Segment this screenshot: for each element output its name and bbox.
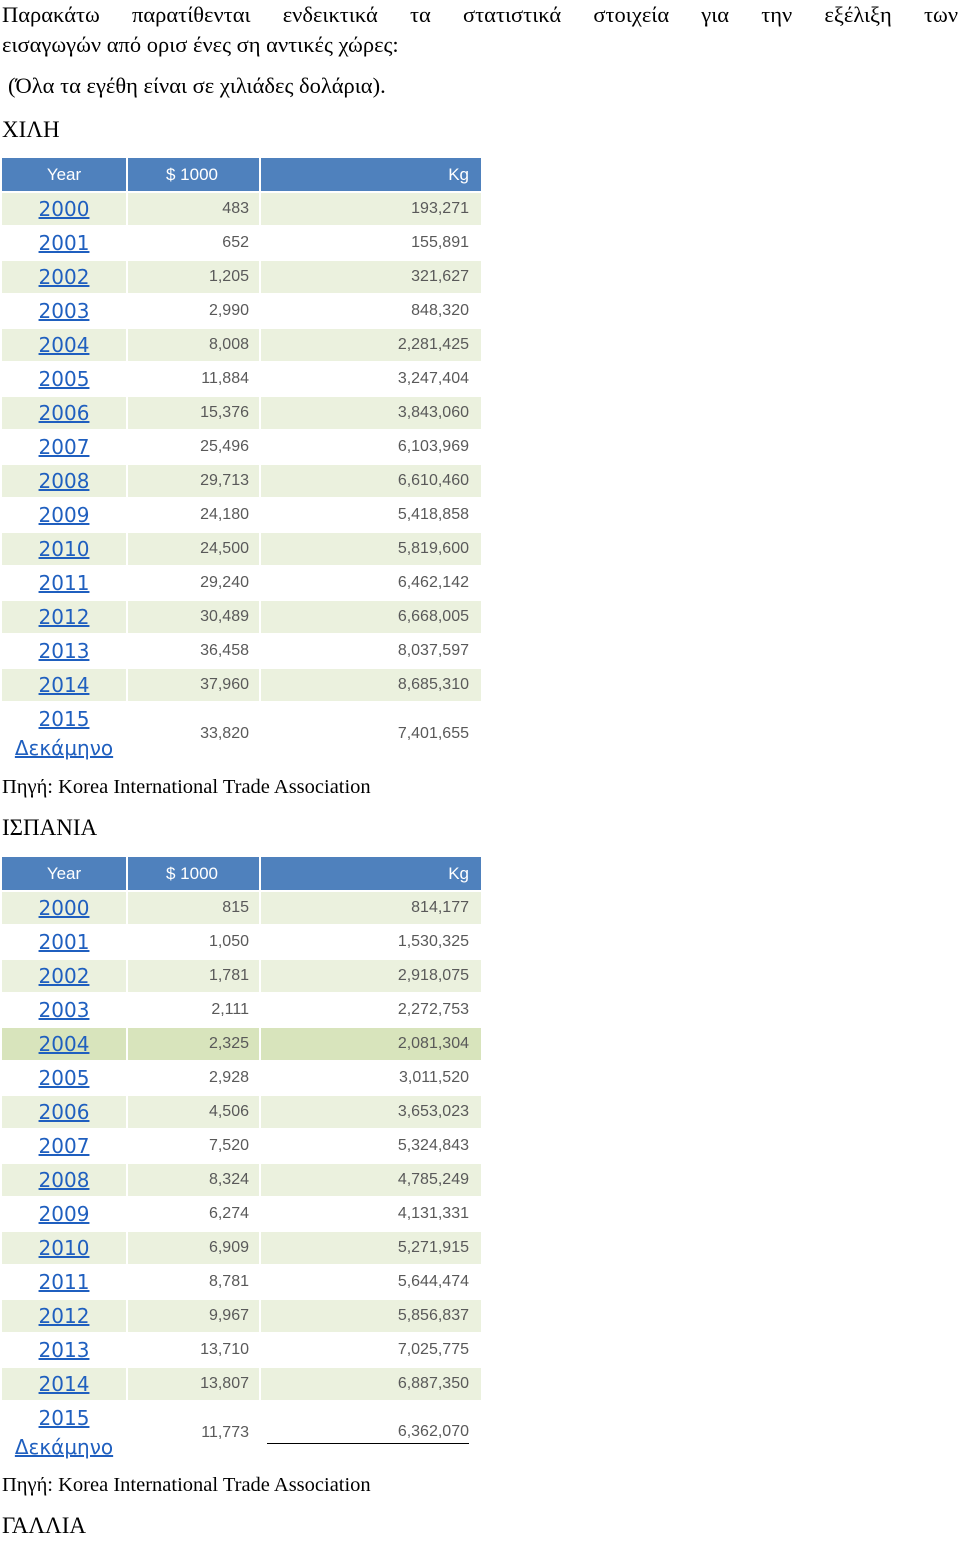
kg-cell: 2,281,425: [260, 328, 481, 362]
year-link[interactable]: 2005: [2, 362, 127, 396]
year-link[interactable]: 2012: [2, 1299, 127, 1333]
kg-cell: 1,530,325: [260, 925, 481, 959]
kg-cell: 2,081,304: [260, 1027, 481, 1061]
kg-cell: 6,610,460: [260, 464, 481, 498]
table-row: [2, 226, 481, 260]
column-header-usd: $ 1000: [127, 158, 260, 192]
kg-cell: 5,856,837: [260, 1299, 481, 1333]
year-link[interactable]: 2004: [2, 1027, 127, 1061]
usd-cell: 13,710: [127, 1333, 260, 1367]
year-link[interactable]: 2007: [2, 1129, 127, 1163]
table-row: [2, 634, 481, 668]
intro-paragraph-line-1: Παρακάτω παρατίθενται ενδεικτικά τα στατιστικά στοιχεία για την εξέλιξη των: [2, 2, 958, 27]
kg-value-underlined: 6,362,070: [267, 1423, 469, 1444]
year-link[interactable]: 2006: [2, 1095, 127, 1129]
kg-cell: 3,653,023: [260, 1095, 481, 1129]
table-row-last: [2, 702, 481, 765]
year-link[interactable]: 2009: [2, 498, 127, 532]
year-link[interactable]: 2001: [2, 925, 127, 959]
usd-cell: 8,781: [127, 1265, 260, 1299]
kg-cell: 5,324,843: [260, 1129, 481, 1163]
table-row: [2, 294, 481, 328]
year-link[interactable]: [2, 702, 127, 765]
year-link[interactable]: 2004: [2, 328, 127, 362]
year-period[interactable]: Δεκάμηνο: [14, 1435, 114, 1459]
usd-cell: 33,820: [127, 702, 260, 765]
year-link[interactable]: 2013: [2, 634, 127, 668]
table-row: [2, 328, 481, 362]
usd-cell: 36,458: [127, 634, 260, 668]
kg-cell: 3,011,520: [260, 1061, 481, 1095]
spain-import-table: [2, 857, 481, 1464]
usd-cell: 815: [127, 891, 260, 925]
kg-cell: 8,685,310: [260, 668, 481, 702]
table-row: [2, 600, 481, 634]
kg-cell: 7,025,775: [260, 1333, 481, 1367]
table-row: [2, 1231, 481, 1265]
kg-cell: 4,131,331: [260, 1197, 481, 1231]
kg-cell: 5,644,474: [260, 1265, 481, 1299]
kg-cell: 814,177: [260, 891, 481, 925]
kg-cell: 6,668,005: [260, 600, 481, 634]
kg-cell: 3,247,404: [260, 362, 481, 396]
table-row: [2, 192, 481, 226]
year-link[interactable]: 2010: [2, 1231, 127, 1265]
country-heading-france: ΓΑΛΛΙΑ: [2, 1513, 86, 1538]
kg-cell: 6,887,350: [260, 1367, 481, 1401]
year-link[interactable]: 2011: [2, 1265, 127, 1299]
usd-cell: 24,500: [127, 532, 260, 566]
kg-cell: [260, 1401, 481, 1464]
table-row: [2, 1095, 481, 1129]
year-link[interactable]: 2005: [2, 1061, 127, 1095]
usd-cell: 11,884: [127, 362, 260, 396]
kg-cell: 5,418,858: [260, 498, 481, 532]
table-row: [2, 1367, 481, 1401]
kg-cell: 2,918,075: [260, 959, 481, 993]
year-link[interactable]: 2011: [2, 566, 127, 600]
table-row: [2, 260, 481, 294]
usd-cell: 25,496: [127, 430, 260, 464]
table-row: [2, 464, 481, 498]
kg-cell: 6,103,969: [260, 430, 481, 464]
year-link[interactable]: 2002: [2, 260, 127, 294]
kg-cell: 155,891: [260, 226, 481, 260]
column-header-year: Year: [2, 857, 127, 891]
column-header-kg: Kg: [260, 857, 481, 891]
table-row: [2, 362, 481, 396]
table-row: [2, 430, 481, 464]
usd-cell: 2,325: [127, 1027, 260, 1061]
usd-cell: 652: [127, 226, 260, 260]
chile-import-table: [2, 158, 481, 765]
usd-cell: 483: [127, 192, 260, 226]
year-value[interactable]: 2015: [38, 707, 90, 731]
units-note: (Όλα τα εγέθη είναι σε χιλιάδες δολάρια).: [8, 73, 386, 98]
usd-cell: 4,506: [127, 1095, 260, 1129]
year-link[interactable]: 2013: [2, 1333, 127, 1367]
usd-cell: 30,489: [127, 600, 260, 634]
table-row: [2, 1163, 481, 1197]
table-row: [2, 959, 481, 993]
country-heading-chile: ΧΙΛΗ: [2, 117, 60, 142]
kg-cell: 8,037,597: [260, 634, 481, 668]
usd-cell: 13,807: [127, 1367, 260, 1401]
usd-cell: 6,909: [127, 1231, 260, 1265]
year-link[interactable]: 2006: [2, 396, 127, 430]
usd-cell: 7,520: [127, 1129, 260, 1163]
year-value[interactable]: 2015: [38, 1406, 90, 1430]
table-row: [2, 993, 481, 1027]
kg-cell: 6,462,142: [260, 566, 481, 600]
year-link[interactable]: 2008: [2, 1163, 127, 1197]
usd-cell: 24,180: [127, 498, 260, 532]
usd-cell: 11,773: [127, 1401, 260, 1464]
kg-cell: 7,401,655: [260, 702, 481, 765]
usd-cell: 6,274: [127, 1197, 260, 1231]
usd-cell: 1,781: [127, 959, 260, 993]
table-row: [2, 1299, 481, 1333]
usd-cell: 1,050: [127, 925, 260, 959]
kg-cell: 321,627: [260, 260, 481, 294]
table-row: [2, 396, 481, 430]
intro-paragraph-line-2: εισαγωγών από ορισ ένες ση αντικές χώρες:: [2, 32, 399, 57]
column-header-year: Year: [2, 158, 127, 192]
kg-cell: 4,785,249: [260, 1163, 481, 1197]
kg-cell: 848,320: [260, 294, 481, 328]
year-link[interactable]: [2, 1401, 127, 1464]
kg-cell: 193,271: [260, 192, 481, 226]
kg-cell: 2,272,753: [260, 993, 481, 1027]
kg-cell: 3,843,060: [260, 396, 481, 430]
table-row: [2, 1061, 481, 1095]
table-row: [2, 1027, 481, 1061]
table-row: [2, 891, 481, 925]
table-row: [2, 1265, 481, 1299]
usd-cell: 8,324: [127, 1163, 260, 1197]
spain-table-body: [2, 891, 481, 1464]
table-header-row: [2, 158, 481, 192]
usd-cell: 2,990: [127, 294, 260, 328]
usd-cell: 29,713: [127, 464, 260, 498]
year-link[interactable]: 2010: [2, 532, 127, 566]
kg-cell: 5,271,915: [260, 1231, 481, 1265]
chile-table-body: [2, 192, 481, 765]
table-row: [2, 668, 481, 702]
table-header-row: [2, 857, 481, 891]
table-row: [2, 1129, 481, 1163]
usd-cell: 15,376: [127, 396, 260, 430]
year-period[interactable]: Δεκάμηνο: [14, 736, 114, 760]
usd-cell: 29,240: [127, 566, 260, 600]
source-note-chile: Πηγή: Korea International Trade Association: [2, 776, 371, 798]
usd-cell: 37,960: [127, 668, 260, 702]
year-link[interactable]: 2003: [2, 993, 127, 1027]
year-link[interactable]: 2007: [2, 430, 127, 464]
year-link[interactable]: 2008: [2, 464, 127, 498]
year-link[interactable]: 2009: [2, 1197, 127, 1231]
table-row: [2, 566, 481, 600]
usd-cell: 8,008: [127, 328, 260, 362]
table-row-last: [2, 1401, 481, 1464]
year-link[interactable]: 2000: [2, 891, 127, 925]
year-link[interactable]: 2014: [2, 1367, 127, 1401]
year-link[interactable]: 2012: [2, 600, 127, 634]
year-link[interactable]: 2002: [2, 959, 127, 993]
usd-cell: 2,928: [127, 1061, 260, 1095]
table-row: [2, 1197, 481, 1231]
year-link[interactable]: 2000: [2, 192, 127, 226]
table-row: [2, 532, 481, 566]
year-link[interactable]: 2003: [2, 294, 127, 328]
usd-cell: 2,111: [127, 993, 260, 1027]
country-heading-spain: ΙΣΠΑΝΙΑ: [2, 815, 98, 840]
table-row: [2, 498, 481, 532]
usd-cell: 1,205: [127, 260, 260, 294]
column-header-usd: $ 1000: [127, 857, 260, 891]
table-row: [2, 1333, 481, 1367]
year-link[interactable]: 2001: [2, 226, 127, 260]
table-row: [2, 925, 481, 959]
usd-cell: 9,967: [127, 1299, 260, 1333]
kg-cell: 5,819,600: [260, 532, 481, 566]
column-header-kg: Kg: [260, 158, 481, 192]
year-link[interactable]: 2014: [2, 668, 127, 702]
source-note-spain: Πηγή: Korea International Trade Association: [2, 1474, 371, 1496]
